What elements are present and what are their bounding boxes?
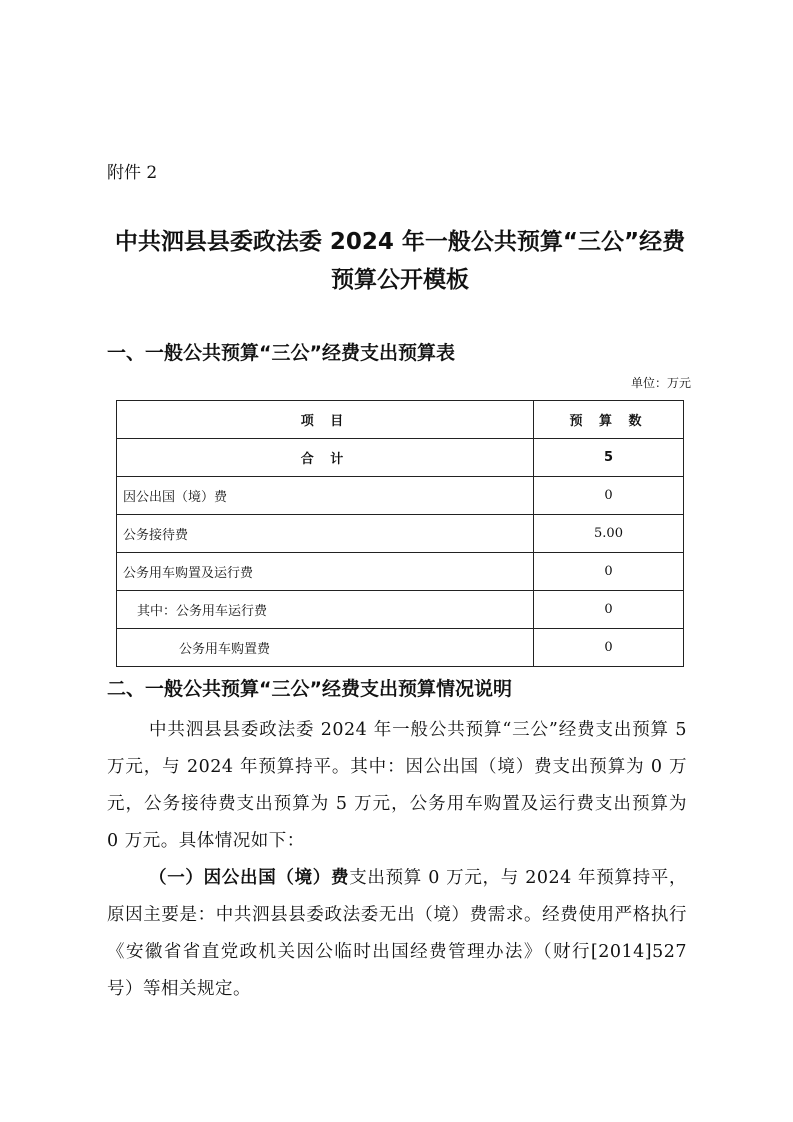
row-value: 0 — [534, 591, 684, 629]
table-row-total — [117, 439, 684, 477]
budget-table — [116, 400, 684, 667]
row-label: 合 计 — [117, 439, 534, 477]
document-title-line2: 预算公开模板 — [331, 267, 469, 293]
header-amount: 预 算 数 — [534, 401, 684, 439]
row-value: 5 — [534, 439, 684, 477]
header-item: 项 目 — [117, 401, 534, 439]
row-label: 公务用车购置费 — [117, 629, 534, 667]
attachment-label: 附件 2 — [107, 163, 158, 183]
section2-heading: 二、一般公共预算“三公”经费支出预算情况说明 — [107, 678, 512, 700]
row-value: 0 — [534, 477, 684, 515]
row-label: 因公出国（境）费 — [117, 477, 534, 515]
row-label: 公务用车购置及运行费 — [117, 553, 534, 591]
table-row — [117, 515, 684, 553]
row-label: 公务接待费 — [117, 515, 534, 553]
paragraph-overseas-travel — [107, 860, 687, 1008]
row-value: 0 — [534, 553, 684, 591]
unit-label: 单位：万元 — [630, 376, 691, 390]
paragraph-lead: （一）因公出国（境）费 — [149, 868, 350, 888]
paragraph-body: 支出预算 0 万元，与 2024 年预算持平，原因主要是：中共泗县县委政法委无出（境）费需求。经费使用严格执行《安徽省省直党政机关因公临时出国经费管理办法》（财行[2014]527 号）等相关规定。 — [107, 868, 688, 999]
table-row — [117, 591, 684, 629]
document-title-line1: 中共泗县县委政法委 2024 年一般公共预算“三公”经费 — [114, 229, 686, 255]
table-header-row — [117, 401, 684, 439]
row-value: 0 — [534, 629, 684, 667]
row-label: 其中：公务用车运行费 — [117, 591, 534, 629]
paragraph-summary: 中共泗县县委政法委 2024 年一般公共预算“三公”经费支出预算 5 万元，与 2024 年预算持平。其中：因公出国（境）费支出预算为 0 万元，公务接待费支出预算为 5 万元，公务用车购置及运行费支出预算为 0 万元。具体情况如下： — [107, 720, 687, 851]
table-row — [117, 477, 684, 515]
table-row — [117, 553, 684, 591]
table-row — [117, 629, 684, 667]
section1-heading: 一、一般公共预算“三公”经费支出预算表 — [107, 342, 455, 364]
row-value: 5.00 — [534, 515, 684, 553]
